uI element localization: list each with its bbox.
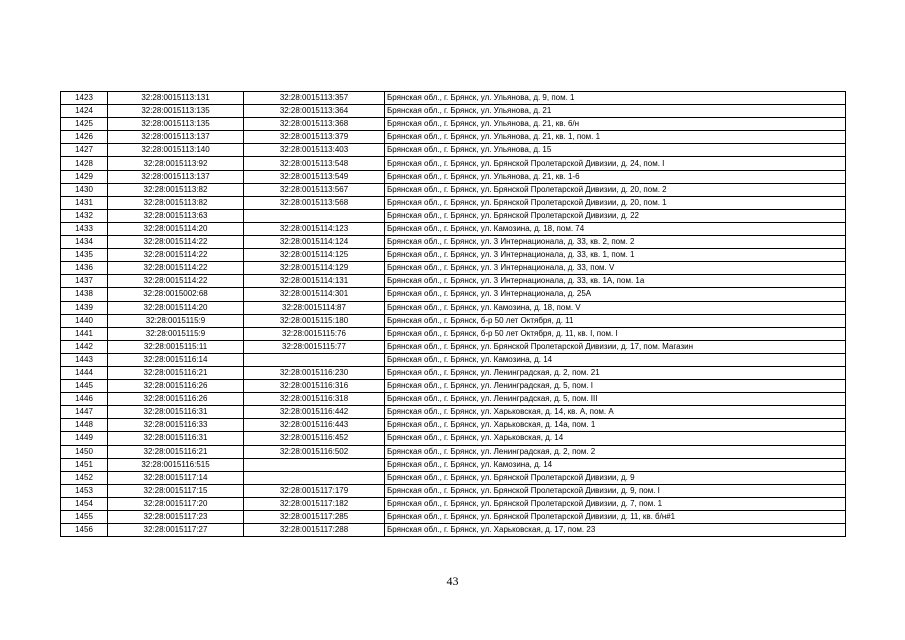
address-cell: Брянская обл., г. Брянск, ул. Ульянова, д. 9, пом. 1 (385, 92, 846, 105)
row-number-cell: 1451 (61, 458, 108, 471)
building-cadastral-number-cell: 32:28:0015117:179 (244, 484, 385, 497)
cadastral-table (60, 91, 846, 537)
parcel-cadastral-number-cell: 32:28:0015114:20 (108, 301, 244, 314)
parcel-cadastral-number-cell: 32:28:0015117:15 (108, 484, 244, 497)
row-number-cell: 1443 (61, 353, 108, 366)
building-cadastral-number-cell: 32:28:0015116:318 (244, 393, 385, 406)
address-cell: Брянская обл., г. Брянск, ул. Брянской Пролетарской Дивизии, д. 9 (385, 471, 846, 484)
building-cadastral-number-cell: 32:28:0015114:123 (244, 222, 385, 235)
parcel-cadastral-number-cell: 32:28:0015116:21 (108, 366, 244, 379)
building-cadastral-number-cell: 32:28:0015113:567 (244, 183, 385, 196)
address-cell: Брянская обл., г. Брянск, ул. Брянской Пролетарской Дивизии, д. 9, пом. I (385, 484, 846, 497)
building-cadastral-number-cell (244, 209, 385, 222)
table-row (61, 222, 846, 235)
building-cadastral-number-cell: 32:28:0015113:568 (244, 196, 385, 209)
table-row (61, 366, 846, 379)
row-number-cell: 1447 (61, 406, 108, 419)
table-row (61, 157, 846, 170)
row-number-cell: 1450 (61, 445, 108, 458)
table-row (61, 432, 846, 445)
address-cell: Брянская обл., г. Брянск, ул. Ульянова, д. 21, кв. 6/н (385, 118, 846, 131)
building-cadastral-number-cell: 32:28:0015114:87 (244, 301, 385, 314)
row-number-cell: 1424 (61, 105, 108, 118)
address-cell: Брянская обл., г. Брянск, ул. Ульянова, д. 21, кв. 1, пом. 1 (385, 131, 846, 144)
row-number-cell: 1427 (61, 144, 108, 157)
row-number-cell: 1423 (61, 92, 108, 105)
parcel-cadastral-number-cell: 32:28:0015116:33 (108, 419, 244, 432)
address-cell: Брянская обл., г. Брянск, ул. Камозина, д. 14 (385, 353, 846, 366)
address-cell: Брянская обл., г. Брянск, ул. Харьковская, д. 14, кв. А, пом. А (385, 406, 846, 419)
table-row (61, 314, 846, 327)
building-cadastral-number-cell: 32:28:0015113:548 (244, 157, 385, 170)
table-row (61, 209, 846, 222)
parcel-cadastral-number-cell: 32:28:0015116:26 (108, 380, 244, 393)
row-number-cell: 1439 (61, 301, 108, 314)
parcel-cadastral-number-cell: 32:28:0015115:9 (108, 314, 244, 327)
parcel-cadastral-number-cell: 32:28:0015113:137 (108, 131, 244, 144)
row-number-cell: 1441 (61, 327, 108, 340)
address-cell: Брянская обл., г. Брянск, ул. Брянской Пролетарской Дивизии, д. 7, пом. 1 (385, 497, 846, 510)
building-cadastral-number-cell: 32:28:0015116:316 (244, 380, 385, 393)
parcel-cadastral-number-cell: 32:28:0015114:20 (108, 222, 244, 235)
parcel-cadastral-number-cell: 32:28:0015114:22 (108, 236, 244, 249)
address-cell: Брянская обл., г. Брянск, ул. Ленинградская, д. 5, пом. I (385, 380, 846, 393)
address-cell: Брянская обл., г. Брянск, ул. Ульянова, д. 21 (385, 105, 846, 118)
table-row (61, 327, 846, 340)
address-cell: Брянская обл., г. Брянск, б-р 50 лет Октября, д. 11 (385, 314, 846, 327)
address-cell: Брянская обл., г. Брянск, ул. 3 Интернационала, д. 33, пом. V (385, 262, 846, 275)
building-cadastral-number-cell: 32:28:0015116:452 (244, 432, 385, 445)
address-cell: Брянская обл., г. Брянск, ул. Харьковская, д. 14 (385, 432, 846, 445)
table-row (61, 393, 846, 406)
row-number-cell: 1426 (61, 131, 108, 144)
table-row (61, 92, 846, 105)
table-row (61, 196, 846, 209)
row-number-cell: 1456 (61, 524, 108, 537)
row-number-cell: 1435 (61, 249, 108, 262)
parcel-cadastral-number-cell: 32:28:0015113:137 (108, 170, 244, 183)
building-cadastral-number-cell: 32:28:0015117:285 (244, 511, 385, 524)
table-row (61, 301, 846, 314)
parcel-cadastral-number-cell: 32:28:0015116:31 (108, 432, 244, 445)
address-cell: Брянская обл., г. Брянск, б-р 50 лет Октября, д. 11, кв. I, пом. I (385, 327, 846, 340)
building-cadastral-number-cell: 32:28:0015116:230 (244, 366, 385, 379)
parcel-cadastral-number-cell: 32:28:0015117:23 (108, 511, 244, 524)
parcel-cadastral-number-cell: 32:28:0015116:31 (108, 406, 244, 419)
address-cell: Брянская обл., г. Брянск, ул. Брянской Пролетарской Дивизии, д. 20, пом. 1 (385, 196, 846, 209)
address-cell: Брянская обл., г. Брянск, ул. Камозина, д. 14 (385, 458, 846, 471)
building-cadastral-number-cell: 32:28:0015116:502 (244, 445, 385, 458)
building-cadastral-number-cell: 32:28:0015113:379 (244, 131, 385, 144)
parcel-cadastral-number-cell: 32:28:0015113:82 (108, 183, 244, 196)
address-cell: Брянская обл., г. Брянск, ул. Брянской Пролетарской Дивизии, д. 24, пом. I (385, 157, 846, 170)
row-number-cell: 1436 (61, 262, 108, 275)
building-cadastral-number-cell: 32:28:0015114:125 (244, 249, 385, 262)
address-cell: Брянская обл., г. Брянск, ул. Харьковская, д. 17, пом. 23 (385, 524, 846, 537)
parcel-cadastral-number-cell: 32:28:0015113:135 (108, 118, 244, 131)
table-row (61, 236, 846, 249)
parcel-cadastral-number-cell: 32:28:0015113:140 (108, 144, 244, 157)
parcel-cadastral-number-cell: 32:28:0015117:27 (108, 524, 244, 537)
address-cell: Брянская обл., г. Брянск, ул. 3 Интернационала, д. 33, кв. 1, пом. 1 (385, 249, 846, 262)
address-cell: Брянская обл., г. Брянск, ул. Ульянова, д. 15 (385, 144, 846, 157)
parcel-cadastral-number-cell: 32:28:0015116:26 (108, 393, 244, 406)
row-number-cell: 1431 (61, 196, 108, 209)
parcel-cadastral-number-cell: 32:28:0015113:82 (108, 196, 244, 209)
address-cell: Брянская обл., г. Брянск, ул. Брянской Пролетарской Дивизии, д. 11, кв. б/н#1 (385, 511, 846, 524)
building-cadastral-number-cell: 32:28:0015117:288 (244, 524, 385, 537)
table-row (61, 524, 846, 537)
building-cadastral-number-cell (244, 458, 385, 471)
parcel-cadastral-number-cell: 32:28:0015116:515 (108, 458, 244, 471)
address-cell: Брянская обл., г. Брянск, ул. Ленинградская, д. 2, пом. 21 (385, 366, 846, 379)
parcel-cadastral-number-cell: 32:28:0015116:21 (108, 445, 244, 458)
parcel-cadastral-number-cell: 32:28:0015115:9 (108, 327, 244, 340)
row-number-cell: 1432 (61, 209, 108, 222)
table-row (61, 471, 846, 484)
address-cell: Брянская обл., г. Брянск, ул. Ульянова, д. 21, кв. 1-6 (385, 170, 846, 183)
table-row (61, 484, 846, 497)
row-number-cell: 1437 (61, 275, 108, 288)
row-number-cell: 1454 (61, 497, 108, 510)
address-cell: Брянская обл., г. Брянск, ул. Камозина, д. 18, пом. V (385, 301, 846, 314)
building-cadastral-number-cell: 32:28:0015113:368 (244, 118, 385, 131)
address-cell: Брянская обл., г. Брянск, ул. Ленинградская, д. 5, пом. III (385, 393, 846, 406)
row-number-cell: 1438 (61, 288, 108, 301)
table-row (61, 288, 846, 301)
address-cell: Брянская обл., г. Брянск, ул. 3 Интернационала, д. 25А (385, 288, 846, 301)
table-row (61, 497, 846, 510)
building-cadastral-number-cell: 32:28:0015117:182 (244, 497, 385, 510)
table-row (61, 170, 846, 183)
parcel-cadastral-number-cell: 32:28:0015114:22 (108, 275, 244, 288)
parcel-cadastral-number-cell: 32:28:0015002:68 (108, 288, 244, 301)
table-row (61, 353, 846, 366)
building-cadastral-number-cell: 32:28:0015113:364 (244, 105, 385, 118)
parcel-cadastral-number-cell: 32:28:0015113:92 (108, 157, 244, 170)
building-cadastral-number-cell: 32:28:0015113:549 (244, 170, 385, 183)
row-number-cell: 1444 (61, 366, 108, 379)
building-cadastral-number-cell: 32:28:0015114:124 (244, 236, 385, 249)
building-cadastral-number-cell: 32:28:0015116:442 (244, 406, 385, 419)
address-cell: Брянская обл., г. Брянск, ул. 3 Интернационала, д. 33, кв. 1А, пом. 1а (385, 275, 846, 288)
parcel-cadastral-number-cell: 32:28:0015113:63 (108, 209, 244, 222)
table-row (61, 131, 846, 144)
building-cadastral-number-cell: 32:28:0015114:301 (244, 288, 385, 301)
table-row (61, 262, 846, 275)
parcel-cadastral-number-cell: 32:28:0015113:131 (108, 92, 244, 105)
building-cadastral-number-cell: 32:28:0015115:180 (244, 314, 385, 327)
address-cell: Брянская обл., г. Брянск, ул. Камозина, д. 18, пом. 74 (385, 222, 846, 235)
parcel-cadastral-number-cell: 32:28:0015116:14 (108, 353, 244, 366)
building-cadastral-number-cell: 32:28:0015113:357 (244, 92, 385, 105)
parcel-cadastral-number-cell: 32:28:0015117:20 (108, 497, 244, 510)
parcel-cadastral-number-cell: 32:28:0015117:14 (108, 471, 244, 484)
table-row (61, 380, 846, 393)
building-cadastral-number-cell: 32:28:0015115:76 (244, 327, 385, 340)
address-cell: Брянская обл., г. Брянск, ул. Харьковская, д. 14а, пом. 1 (385, 419, 846, 432)
address-cell: Брянская обл., г. Брянск, ул. Брянской Пролетарской Дивизии, д. 20, пом. 2 (385, 183, 846, 196)
row-number-cell: 1428 (61, 157, 108, 170)
row-number-cell: 1453 (61, 484, 108, 497)
row-number-cell: 1448 (61, 419, 108, 432)
row-number-cell: 1425 (61, 118, 108, 131)
table-row (61, 340, 846, 353)
table-row (61, 249, 846, 262)
building-cadastral-number-cell: 32:28:0015116:443 (244, 419, 385, 432)
row-number-cell: 1455 (61, 511, 108, 524)
building-cadastral-number-cell: 32:28:0015114:129 (244, 262, 385, 275)
address-cell: Брянская обл., г. Брянск, ул. 3 Интернационала, д. 33, кв. 2, пом. 2 (385, 236, 846, 249)
parcel-cadastral-number-cell: 32:28:0015115:11 (108, 340, 244, 353)
row-number-cell: 1433 (61, 222, 108, 235)
row-number-cell: 1440 (61, 314, 108, 327)
row-number-cell: 1446 (61, 393, 108, 406)
building-cadastral-number-cell (244, 471, 385, 484)
row-number-cell: 1452 (61, 471, 108, 484)
row-number-cell: 1442 (61, 340, 108, 353)
page-number: 43 (446, 574, 459, 588)
table-body (61, 92, 846, 537)
building-cadastral-number-cell: 32:28:0015113:403 (244, 144, 385, 157)
table-row (61, 511, 846, 524)
parcel-cadastral-number-cell: 32:28:0015113:135 (108, 105, 244, 118)
parcel-cadastral-number-cell: 32:28:0015114:22 (108, 249, 244, 262)
row-number-cell: 1429 (61, 170, 108, 183)
building-cadastral-number-cell: 32:28:0015114:131 (244, 275, 385, 288)
table-row (61, 445, 846, 458)
table-row (61, 275, 846, 288)
building-cadastral-number-cell (244, 353, 385, 366)
address-cell: Брянская обл., г. Брянск, ул. Ленинградская, д. 2, пом. 2 (385, 445, 846, 458)
table-row (61, 183, 846, 196)
table-row (61, 406, 846, 419)
table-row (61, 105, 846, 118)
address-cell: Брянская обл., г. Брянск, ул. Брянской Пролетарской Дивизии, д. 22 (385, 209, 846, 222)
row-number-cell: 1449 (61, 432, 108, 445)
table-row (61, 419, 846, 432)
row-number-cell: 1434 (61, 236, 108, 249)
table-row (61, 118, 846, 131)
parcel-cadastral-number-cell: 32:28:0015114:22 (108, 262, 244, 275)
table-row (61, 144, 846, 157)
row-number-cell: 1430 (61, 183, 108, 196)
building-cadastral-number-cell: 32:28:0015115:77 (244, 340, 385, 353)
row-number-cell: 1445 (61, 380, 108, 393)
address-cell: Брянская обл., г. Брянск, ул. Брянской Пролетарской Дивизии, д. 17, пом. Магазин (385, 340, 846, 353)
table-row (61, 458, 846, 471)
